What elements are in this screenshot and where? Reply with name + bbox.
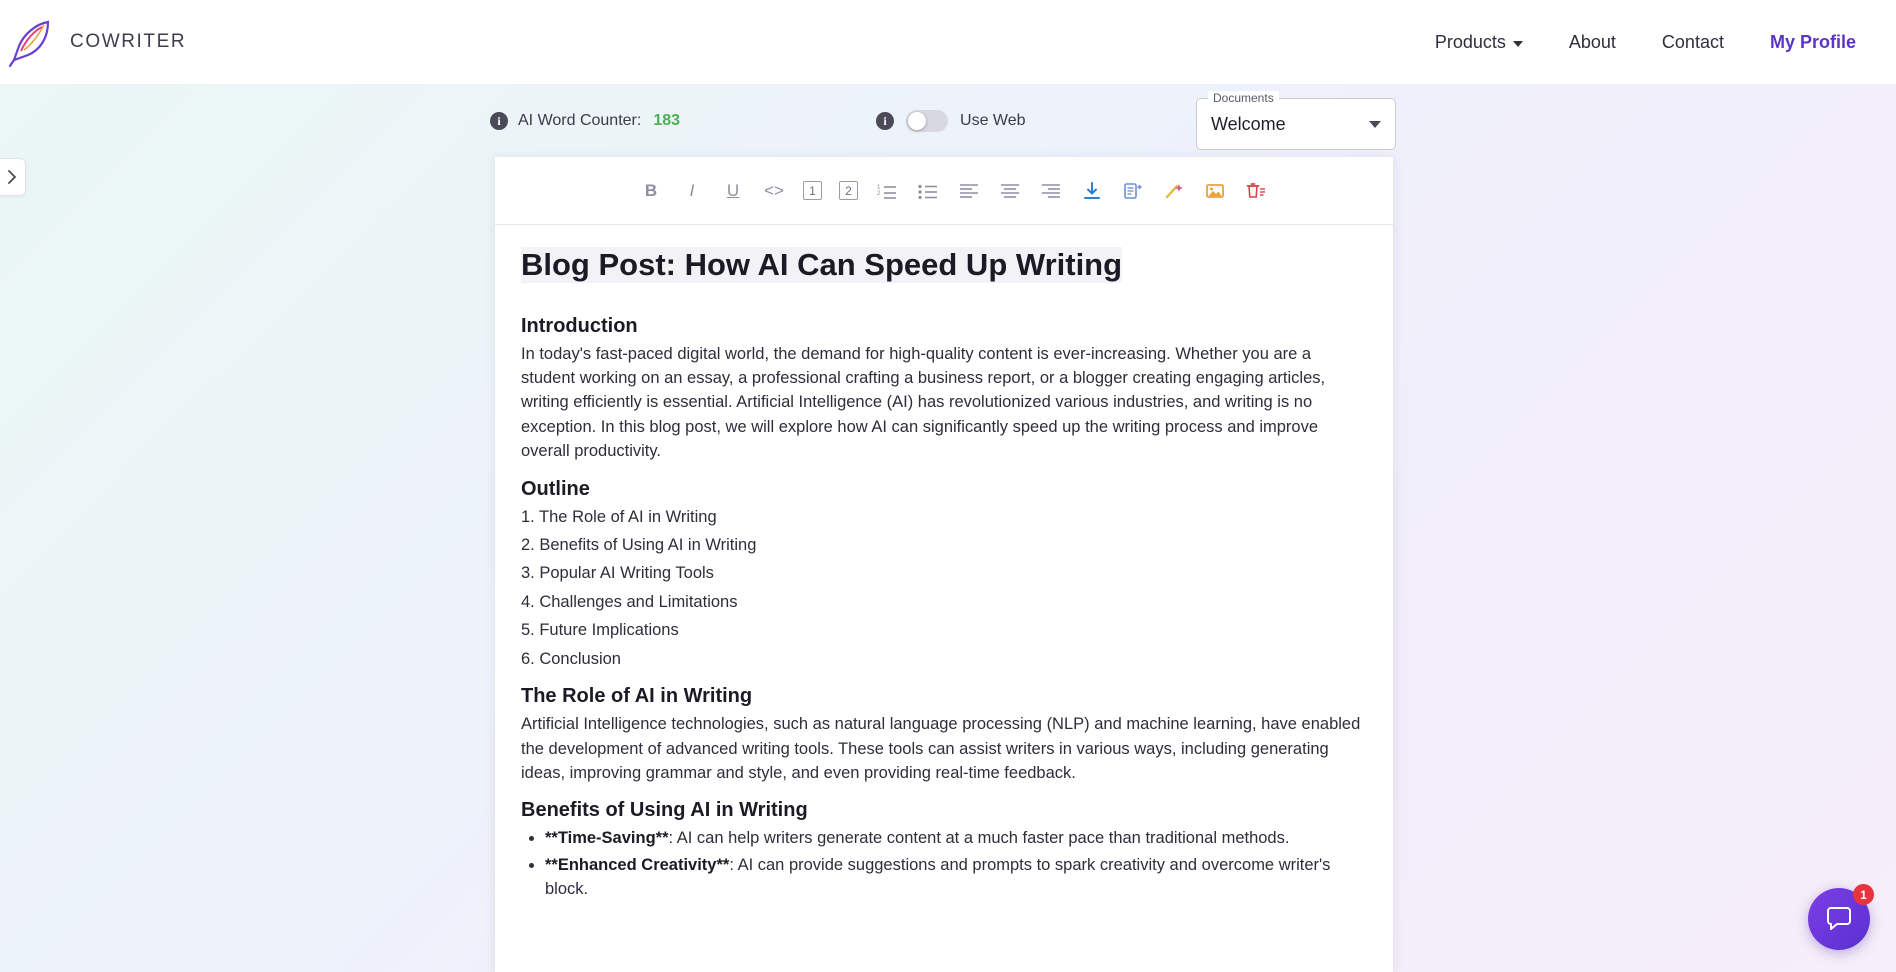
use-web-toggle[interactable] <box>906 110 948 132</box>
nav-item-my-profile[interactable]: My Profile <box>1769 31 1856 52</box>
nav-item-products-label: Products <box>1434 31 1506 52</box>
list-item-bold: **Time-Saving** <box>545 829 669 848</box>
documents-select[interactable] <box>1196 91 1396 150</box>
chevron-down-icon <box>1513 41 1523 47</box>
bold-button[interactable]: B <box>644 180 658 200</box>
app-canvas <box>0 84 1896 972</box>
nav-item-about[interactable] <box>1569 32 1616 53</box>
documents-select-legend: Documents <box>1208 91 1279 105</box>
section-paragraph-role-of-ai: Artificial Intelligence technologies, such as natural language processing (NLP) and machine learning, have enabled the development of advanced writing tools. These tools can assist writers in various ways, including generating ideas, improving grammar and style, and even providing real-time feedback. <box>521 715 1361 782</box>
section-heading-role-of-ai: The Role of AI in Writing <box>521 685 753 708</box>
magic-wand-button[interactable] <box>1162 179 1186 203</box>
ordered-list-button[interactable] <box>875 179 899 203</box>
heading-1-button[interactable]: 1 <box>803 181 822 200</box>
document-title: Blog Post: How AI Can Speed Up Writing <box>521 247 1123 282</box>
brand[interactable] <box>8 16 186 68</box>
section-heading-outline: Outline <box>521 477 590 500</box>
info-icon[interactable]: i <box>876 112 894 130</box>
word-counter-value: 183 <box>653 112 681 129</box>
copy-document-button[interactable] <box>1121 179 1145 203</box>
list-item-bold: **Enhanced Creativity** <box>545 855 730 874</box>
document-content[interactable] <box>495 225 1393 972</box>
documents-select-value: Welcome <box>1211 113 1286 134</box>
insert-image-button[interactable] <box>1203 179 1227 203</box>
section-heading-benefits: Benefits of Using AI in Writing <box>521 799 808 822</box>
document-editor <box>495 157 1393 972</box>
underline-button[interactable]: U <box>726 180 740 200</box>
list-item <box>545 826 1365 850</box>
editor-toolbar <box>495 157 1393 225</box>
delete-button[interactable] <box>1244 179 1268 203</box>
left-panel-expand-button[interactable] <box>0 158 26 196</box>
brand-name: COWRITER <box>70 31 187 52</box>
feather-quill-icon <box>8 16 54 68</box>
heading-2-button[interactable]: 2 <box>839 181 858 200</box>
chat-bubble-icon <box>1824 904 1854 934</box>
align-left-button[interactable] <box>957 179 981 203</box>
benefits-list <box>521 826 1365 901</box>
bullet-list-button[interactable] <box>916 179 940 203</box>
chat-widget-button[interactable] <box>1808 888 1870 950</box>
use-web-label: Use Web <box>960 112 1026 129</box>
section-heading-introduction: Introduction <box>521 314 638 337</box>
chevron-right-icon <box>7 170 18 184</box>
main-nav <box>1435 32 1856 53</box>
nav-item-contact[interactable] <box>1662 32 1724 53</box>
nav-item-products[interactable] <box>1435 32 1523 53</box>
align-center-button[interactable] <box>998 179 1022 203</box>
chevron-down-icon <box>1369 121 1381 128</box>
editor-controls <box>490 110 1026 132</box>
outline-item: 4. Challenges and Limitations <box>521 592 738 611</box>
outline-item: 3. Popular AI Writing Tools <box>521 564 714 583</box>
svg-text:2: 2 <box>877 190 881 197</box>
list-item-text: : AI can help writers generate content at a much faster pace than traditional methods. <box>668 829 1290 848</box>
list-item-text: : AI can provide suggestions and prompts to spark creativity and overcome writer's block. <box>545 855 1331 899</box>
list-item <box>545 853 1365 902</box>
app-header <box>0 0 1896 84</box>
outline-item: 6. Conclusion <box>521 649 621 668</box>
nav-item-about-label: About <box>1568 31 1616 52</box>
outline-item: 1. The Role of AI in Writing <box>521 507 717 526</box>
align-right-button[interactable] <box>1039 179 1063 203</box>
nav-item-contact-label: Contact <box>1661 31 1724 52</box>
outline-item: 5. Future Implications <box>521 621 679 640</box>
italic-button[interactable]: I <box>689 180 695 200</box>
word-counter-group <box>490 112 680 130</box>
code-button[interactable]: <> <box>764 180 784 200</box>
use-web-group <box>876 110 1026 132</box>
download-button[interactable] <box>1080 179 1104 203</box>
info-icon[interactable]: i <box>490 112 508 130</box>
chat-unread-badge: 1 <box>1853 884 1874 905</box>
outline-item: 2. Benefits of Using AI in Writing <box>521 536 757 555</box>
use-web-toggle-knob <box>908 112 926 130</box>
section-paragraph-introduction: In today's fast-paced digital world, the demand for high-quality content is ever-increasing. Whether you are a student working on an essay, a professional crafting a business report, or a blogger creating engaging articles, writing efficiently is essential. Artificial Intelligence (AI) has revolutionized various industries, and writing is no exception. In this blog post, we will explore how AI can significantly speed up the writing process and improve overall productivity. <box>521 344 1326 461</box>
word-counter-label: AI Word Counter: <box>518 112 642 129</box>
svg-text:1: 1 <box>877 184 881 191</box>
